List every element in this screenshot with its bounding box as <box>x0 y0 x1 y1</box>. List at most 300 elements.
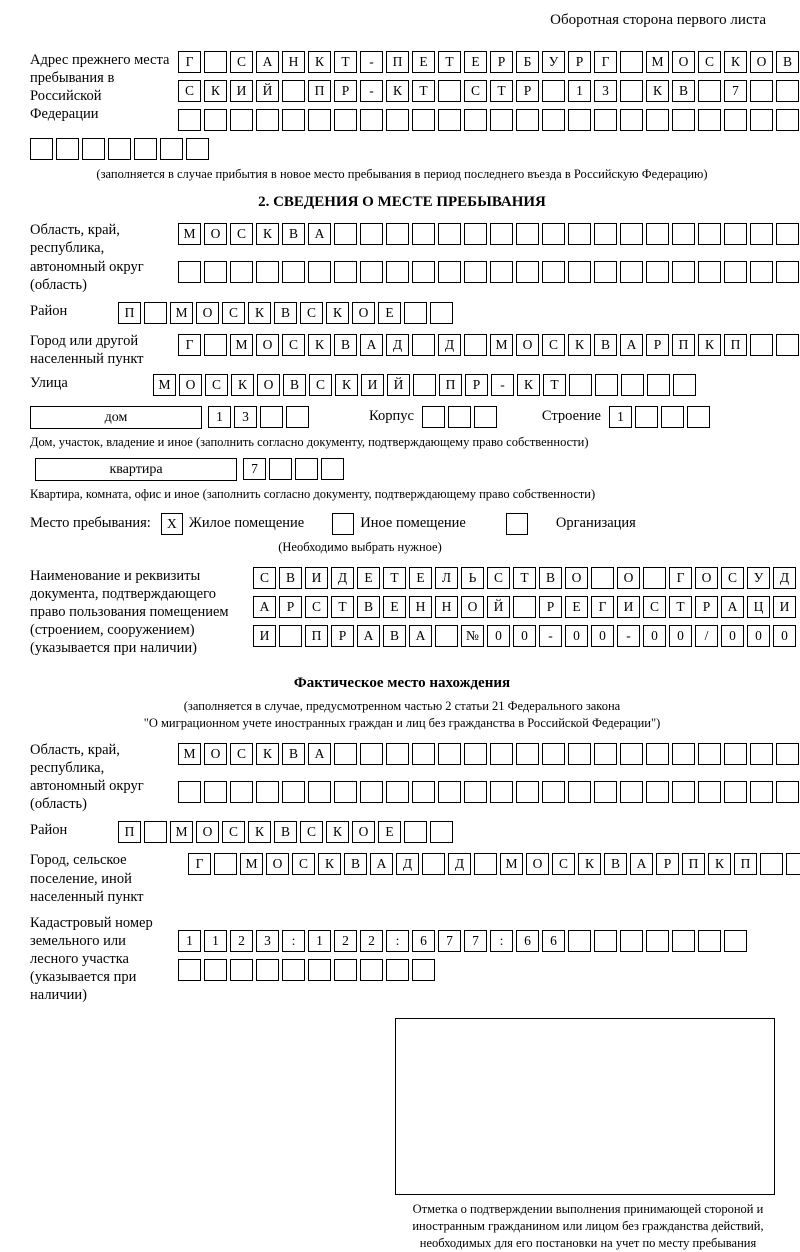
form-cell[interactable]: В <box>334 334 357 356</box>
form-cell[interactable] <box>204 261 227 283</box>
form-cell[interactable]: Р <box>279 596 302 618</box>
form-cell[interactable]: В <box>604 853 627 875</box>
form-cell[interactable]: В <box>357 596 380 618</box>
form-cell[interactable]: Р <box>465 374 488 396</box>
form-cell[interactable] <box>282 959 305 981</box>
form-cell[interactable] <box>591 567 614 589</box>
form-cell[interactable]: П <box>118 821 141 843</box>
form-cell[interactable] <box>178 261 201 283</box>
form-cell[interactable]: 3 <box>256 930 279 952</box>
form-cell[interactable]: М <box>240 853 263 875</box>
form-cell[interactable] <box>776 743 799 765</box>
form-cell[interactable] <box>269 458 292 480</box>
form-cell[interactable]: 0 <box>773 625 796 647</box>
form-cell[interactable] <box>776 80 799 102</box>
form-cell[interactable]: Т <box>383 567 406 589</box>
organization-checkbox[interactable] <box>506 513 528 535</box>
form-cell[interactable]: О <box>461 596 484 618</box>
other-premises-checkbox[interactable] <box>332 513 354 535</box>
form-cell[interactable]: : <box>386 930 409 952</box>
form-cell[interactable] <box>422 853 445 875</box>
form-cell[interactable]: Т <box>490 80 513 102</box>
form-cell[interactable]: К <box>335 374 358 396</box>
form-cell[interactable]: И <box>230 80 253 102</box>
form-cell[interactable] <box>594 261 617 283</box>
form-cell[interactable]: Н <box>435 596 458 618</box>
form-cell[interactable]: Д <box>448 853 471 875</box>
form-cell[interactable] <box>490 223 513 245</box>
form-cell[interactable]: С <box>178 80 201 102</box>
form-cell[interactable]: П <box>308 80 331 102</box>
form-cell[interactable]: Е <box>357 567 380 589</box>
form-cell[interactable]: В <box>776 51 799 73</box>
form-cell[interactable] <box>412 223 435 245</box>
form-cell[interactable] <box>698 743 721 765</box>
form-cell[interactable] <box>786 853 800 875</box>
form-cell[interactable] <box>422 406 445 428</box>
form-cell[interactable]: К <box>724 51 747 73</box>
form-cell[interactable] <box>750 334 773 356</box>
form-cell[interactable] <box>568 261 591 283</box>
form-cell[interactable] <box>334 959 357 981</box>
form-cell[interactable] <box>321 458 344 480</box>
form-cell[interactable]: С <box>300 821 323 843</box>
form-cell[interactable]: - <box>360 51 383 73</box>
form-cell[interactable]: Р <box>646 334 669 356</box>
form-cell[interactable]: В <box>672 80 695 102</box>
form-cell[interactable] <box>542 781 565 803</box>
form-cell[interactable]: 7 <box>438 930 461 952</box>
house-type-box[interactable]: дом <box>30 406 202 429</box>
form-cell[interactable]: С <box>253 567 276 589</box>
form-cell[interactable] <box>760 853 783 875</box>
form-cell[interactable]: Р <box>331 625 354 647</box>
form-cell[interactable]: К <box>204 80 227 102</box>
form-cell[interactable] <box>647 374 670 396</box>
form-cell[interactable]: К <box>578 853 601 875</box>
form-cell[interactable]: В <box>594 334 617 356</box>
form-cell[interactable] <box>160 138 183 160</box>
form-cell[interactable]: М <box>490 334 513 356</box>
form-cell[interactable] <box>594 930 617 952</box>
form-cell[interactable]: Г <box>669 567 692 589</box>
form-cell[interactable] <box>643 567 666 589</box>
form-cell[interactable]: 0 <box>565 625 588 647</box>
form-cell[interactable]: О <box>257 374 280 396</box>
form-cell[interactable]: К <box>646 80 669 102</box>
form-cell[interactable] <box>386 223 409 245</box>
form-cell[interactable] <box>750 743 773 765</box>
form-cell[interactable] <box>360 743 383 765</box>
form-cell[interactable] <box>620 261 643 283</box>
form-cell[interactable]: К <box>308 51 331 73</box>
form-cell[interactable] <box>404 821 427 843</box>
form-cell[interactable]: А <box>620 334 643 356</box>
form-cell[interactable] <box>438 223 461 245</box>
form-cell[interactable] <box>568 930 591 952</box>
form-cell[interactable] <box>672 781 695 803</box>
form-cell[interactable] <box>635 406 658 428</box>
form-cell[interactable] <box>750 261 773 283</box>
form-cell[interactable] <box>516 261 539 283</box>
form-cell[interactable] <box>204 334 227 356</box>
form-cell[interactable]: Р <box>516 80 539 102</box>
form-cell[interactable] <box>230 959 253 981</box>
form-cell[interactable]: А <box>308 223 331 245</box>
form-cell[interactable]: 3 <box>594 80 617 102</box>
form-cell[interactable]: С <box>230 743 253 765</box>
form-cell[interactable] <box>724 261 747 283</box>
form-cell[interactable] <box>204 781 227 803</box>
form-cell[interactable] <box>646 781 669 803</box>
form-cell[interactable]: С <box>464 80 487 102</box>
form-cell[interactable]: А <box>630 853 653 875</box>
form-cell[interactable] <box>516 109 539 131</box>
form-cell[interactable] <box>334 781 357 803</box>
form-cell[interactable]: 1 <box>308 930 331 952</box>
form-cell[interactable]: 0 <box>487 625 510 647</box>
form-cell[interactable]: М <box>646 51 669 73</box>
form-cell[interactable] <box>178 109 201 131</box>
form-cell[interactable]: К <box>231 374 254 396</box>
form-cell[interactable]: Е <box>412 51 435 73</box>
form-cell[interactable] <box>646 930 669 952</box>
form-cell[interactable] <box>776 223 799 245</box>
form-cell[interactable] <box>438 261 461 283</box>
form-cell[interactable] <box>386 743 409 765</box>
form-cell[interactable]: П <box>118 302 141 324</box>
form-cell[interactable] <box>673 374 696 396</box>
form-cell[interactable] <box>698 930 721 952</box>
form-cell[interactable]: Е <box>409 567 432 589</box>
form-cell[interactable] <box>438 109 461 131</box>
form-cell[interactable]: Е <box>383 596 406 618</box>
form-cell[interactable]: К <box>326 821 349 843</box>
form-cell[interactable] <box>646 109 669 131</box>
form-cell[interactable] <box>516 743 539 765</box>
form-cell[interactable] <box>776 781 799 803</box>
form-cell[interactable]: Е <box>378 821 401 843</box>
form-cell[interactable]: Е <box>378 302 401 324</box>
form-cell[interactable] <box>282 109 305 131</box>
form-cell[interactable]: Д <box>331 567 354 589</box>
form-cell[interactable]: 6 <box>542 930 565 952</box>
form-cell[interactable]: С <box>230 223 253 245</box>
form-cell[interactable]: Т <box>513 567 536 589</box>
form-cell[interactable]: С <box>230 51 253 73</box>
form-cell[interactable]: О <box>672 51 695 73</box>
form-cell[interactable] <box>256 261 279 283</box>
form-cell[interactable] <box>698 781 721 803</box>
form-cell[interactable] <box>750 80 773 102</box>
form-cell[interactable] <box>412 109 435 131</box>
form-cell[interactable]: Д <box>438 334 461 356</box>
form-cell[interactable]: 0 <box>747 625 770 647</box>
form-cell[interactable] <box>404 302 427 324</box>
form-cell[interactable] <box>568 109 591 131</box>
form-cell[interactable] <box>490 781 513 803</box>
form-cell[interactable]: В <box>274 821 297 843</box>
form-cell[interactable] <box>750 109 773 131</box>
form-cell[interactable] <box>542 743 565 765</box>
form-cell[interactable]: М <box>178 223 201 245</box>
form-cell[interactable] <box>490 743 513 765</box>
form-cell[interactable]: А <box>256 51 279 73</box>
form-cell[interactable]: Т <box>334 51 357 73</box>
form-cell[interactable]: О <box>565 567 588 589</box>
form-cell[interactable] <box>230 781 253 803</box>
form-cell[interactable] <box>282 261 305 283</box>
form-cell[interactable] <box>282 80 305 102</box>
form-cell[interactable]: К <box>256 743 279 765</box>
form-cell[interactable]: С <box>309 374 332 396</box>
form-cell[interactable]: П <box>734 853 757 875</box>
form-cell[interactable] <box>698 223 721 245</box>
form-cell[interactable] <box>620 109 643 131</box>
form-cell[interactable] <box>620 781 643 803</box>
form-cell[interactable]: И <box>617 596 640 618</box>
form-cell[interactable] <box>108 138 131 160</box>
form-cell[interactable]: М <box>153 374 176 396</box>
form-cell[interactable] <box>661 406 684 428</box>
form-cell[interactable]: - <box>360 80 383 102</box>
form-cell[interactable]: 1 <box>204 930 227 952</box>
form-cell[interactable]: У <box>542 51 565 73</box>
form-cell[interactable]: - <box>491 374 514 396</box>
form-cell[interactable] <box>204 959 227 981</box>
form-cell[interactable]: Т <box>669 596 692 618</box>
form-cell[interactable] <box>646 743 669 765</box>
form-cell[interactable]: В <box>344 853 367 875</box>
form-cell[interactable] <box>30 138 53 160</box>
form-cell[interactable] <box>620 223 643 245</box>
form-cell[interactable] <box>724 743 747 765</box>
form-cell[interactable]: К <box>517 374 540 396</box>
form-cell[interactable] <box>256 959 279 981</box>
form-cell[interactable] <box>594 109 617 131</box>
form-cell[interactable]: М <box>500 853 523 875</box>
form-cell[interactable] <box>724 223 747 245</box>
form-cell[interactable] <box>464 261 487 283</box>
form-cell[interactable]: - <box>617 625 640 647</box>
form-cell[interactable]: С <box>698 51 721 73</box>
form-cell[interactable]: : <box>282 930 305 952</box>
form-cell[interactable]: 0 <box>669 625 692 647</box>
form-cell[interactable]: 6 <box>516 930 539 952</box>
form-cell[interactable] <box>144 302 167 324</box>
form-cell[interactable]: К <box>248 821 271 843</box>
form-cell[interactable] <box>448 406 471 428</box>
form-cell[interactable]: К <box>568 334 591 356</box>
form-cell[interactable]: С <box>222 821 245 843</box>
form-cell[interactable] <box>334 261 357 283</box>
form-cell[interactable]: С <box>205 374 228 396</box>
form-cell[interactable] <box>698 109 721 131</box>
form-cell[interactable] <box>594 223 617 245</box>
form-cell[interactable]: Р <box>568 51 591 73</box>
form-cell[interactable] <box>430 821 453 843</box>
form-cell[interactable] <box>334 743 357 765</box>
form-cell[interactable]: Й <box>387 374 410 396</box>
form-cell[interactable]: Г <box>178 334 201 356</box>
form-cell[interactable] <box>256 781 279 803</box>
form-cell[interactable] <box>82 138 105 160</box>
form-cell[interactable] <box>360 261 383 283</box>
form-cell[interactable] <box>776 109 799 131</box>
form-cell[interactable]: О <box>196 302 219 324</box>
form-cell[interactable]: Н <box>409 596 432 618</box>
form-cell[interactable] <box>230 109 253 131</box>
form-cell[interactable]: Е <box>464 51 487 73</box>
form-cell[interactable]: П <box>439 374 462 396</box>
form-cell[interactable] <box>279 625 302 647</box>
form-cell[interactable] <box>750 781 773 803</box>
form-cell[interactable]: И <box>305 567 328 589</box>
form-cell[interactable] <box>438 743 461 765</box>
form-cell[interactable] <box>214 853 237 875</box>
form-cell[interactable]: Г <box>188 853 211 875</box>
form-cell[interactable] <box>413 374 436 396</box>
form-cell[interactable] <box>672 743 695 765</box>
form-cell[interactable]: К <box>698 334 721 356</box>
form-cell[interactable]: О <box>526 853 549 875</box>
form-cell[interactable]: Н <box>282 51 305 73</box>
form-cell[interactable]: П <box>305 625 328 647</box>
form-cell[interactable] <box>490 109 513 131</box>
form-cell[interactable] <box>308 781 331 803</box>
form-cell[interactable] <box>286 406 309 428</box>
form-cell[interactable]: О <box>196 821 219 843</box>
form-cell[interactable]: Ь <box>461 567 484 589</box>
form-cell[interactable] <box>724 930 747 952</box>
form-cell[interactable]: Й <box>256 80 279 102</box>
form-cell[interactable]: С <box>552 853 575 875</box>
form-cell[interactable]: А <box>360 334 383 356</box>
form-cell[interactable]: К <box>708 853 731 875</box>
form-cell[interactable] <box>386 109 409 131</box>
form-cell[interactable] <box>569 374 592 396</box>
form-cell[interactable]: С <box>542 334 565 356</box>
form-cell[interactable] <box>542 261 565 283</box>
form-cell[interactable] <box>542 109 565 131</box>
form-cell[interactable]: Б <box>516 51 539 73</box>
form-cell[interactable]: О <box>352 302 375 324</box>
form-cell[interactable] <box>474 853 497 875</box>
form-cell[interactable] <box>750 223 773 245</box>
form-cell[interactable] <box>620 930 643 952</box>
form-cell[interactable] <box>672 930 695 952</box>
form-cell[interactable] <box>334 223 357 245</box>
form-cell[interactable] <box>386 781 409 803</box>
form-cell[interactable] <box>646 223 669 245</box>
form-cell[interactable]: С <box>721 567 744 589</box>
form-cell[interactable]: В <box>282 743 305 765</box>
form-cell[interactable] <box>568 223 591 245</box>
form-cell[interactable]: А <box>253 596 276 618</box>
form-cell[interactable] <box>516 781 539 803</box>
form-cell[interactable] <box>620 80 643 102</box>
form-cell[interactable]: С <box>305 596 328 618</box>
form-cell[interactable]: Т <box>331 596 354 618</box>
form-cell[interactable]: Р <box>490 51 513 73</box>
form-cell[interactable]: С <box>643 596 666 618</box>
form-cell[interactable] <box>230 261 253 283</box>
form-cell[interactable]: 1 <box>178 930 201 952</box>
form-cell[interactable]: 2 <box>230 930 253 952</box>
form-cell[interactable]: П <box>724 334 747 356</box>
form-cell[interactable] <box>186 138 209 160</box>
form-cell[interactable] <box>308 261 331 283</box>
apartment-type-box[interactable]: квартира <box>35 458 237 481</box>
form-cell[interactable]: М <box>170 302 193 324</box>
form-cell[interactable]: / <box>695 625 718 647</box>
form-cell[interactable]: А <box>357 625 380 647</box>
form-cell[interactable] <box>672 261 695 283</box>
form-cell[interactable]: О <box>266 853 289 875</box>
form-cell[interactable] <box>646 261 669 283</box>
form-cell[interactable]: С <box>292 853 315 875</box>
form-cell[interactable]: О <box>204 743 227 765</box>
form-cell[interactable] <box>474 406 497 428</box>
form-cell[interactable]: 0 <box>591 625 614 647</box>
form-cell[interactable]: С <box>300 302 323 324</box>
form-cell[interactable]: 3 <box>234 406 257 428</box>
form-cell[interactable]: Й <box>487 596 510 618</box>
form-cell[interactable]: А <box>308 743 331 765</box>
form-cell[interactable] <box>776 334 799 356</box>
form-cell[interactable]: О <box>204 223 227 245</box>
form-cell[interactable]: В <box>383 625 406 647</box>
form-cell[interactable] <box>430 302 453 324</box>
form-cell[interactable]: Д <box>386 334 409 356</box>
form-cell[interactable] <box>672 223 695 245</box>
form-cell[interactable]: М <box>178 743 201 765</box>
form-cell[interactable]: К <box>326 302 349 324</box>
form-cell[interactable]: Т <box>543 374 566 396</box>
form-cell[interactable]: И <box>773 596 796 618</box>
form-cell[interactable]: О <box>695 567 718 589</box>
form-cell[interactable] <box>542 80 565 102</box>
form-cell[interactable] <box>620 51 643 73</box>
form-cell[interactable] <box>490 261 513 283</box>
form-cell[interactable]: Т <box>438 51 461 73</box>
form-cell[interactable] <box>516 223 539 245</box>
form-cell[interactable]: О <box>750 51 773 73</box>
form-cell[interactable] <box>724 109 747 131</box>
form-cell[interactable] <box>412 781 435 803</box>
form-cell[interactable] <box>256 109 279 131</box>
form-cell[interactable] <box>672 109 695 131</box>
form-cell[interactable]: П <box>672 334 695 356</box>
form-cell[interactable]: 0 <box>643 625 666 647</box>
form-cell[interactable]: Р <box>656 853 679 875</box>
form-cell[interactable] <box>594 781 617 803</box>
form-cell[interactable]: В <box>539 567 562 589</box>
form-cell[interactable] <box>204 51 227 73</box>
form-cell[interactable]: В <box>274 302 297 324</box>
form-cell[interactable]: Д <box>396 853 419 875</box>
form-cell[interactable]: 1 <box>609 406 632 428</box>
form-cell[interactable] <box>295 458 318 480</box>
form-cell[interactable] <box>178 959 201 981</box>
form-cell[interactable] <box>724 781 747 803</box>
form-cell[interactable] <box>134 138 157 160</box>
form-cell[interactable]: А <box>721 596 744 618</box>
form-cell[interactable] <box>412 959 435 981</box>
form-cell[interactable]: С <box>282 334 305 356</box>
form-cell[interactable] <box>360 781 383 803</box>
form-cell[interactable]: 1 <box>568 80 591 102</box>
